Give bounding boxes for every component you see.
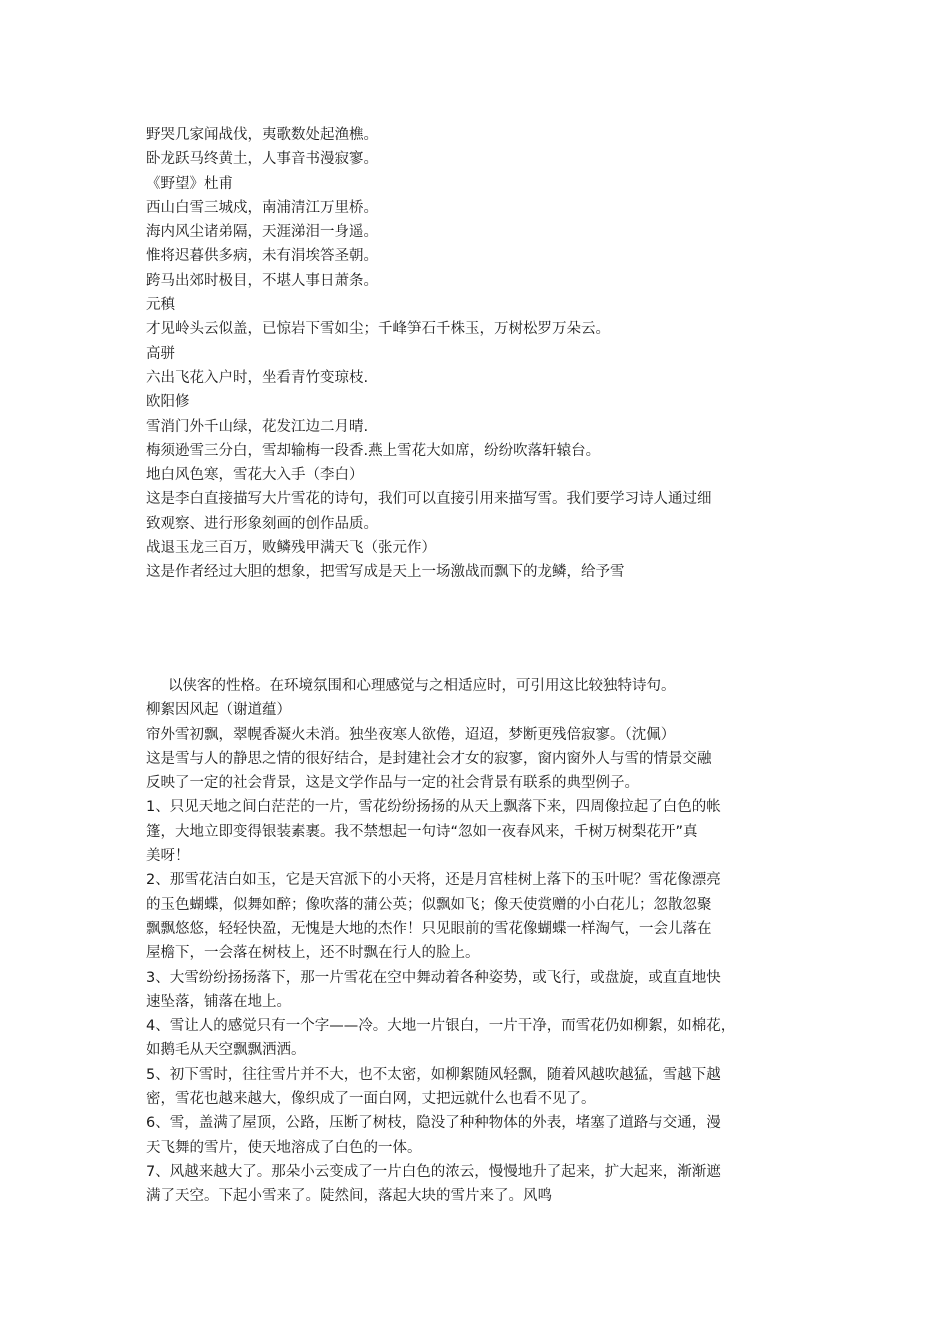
text-line: 飘飘悠悠，轻轻快盈，无愧是大地的杰作！只见眼前的雪花像蝴蝶一样淘气，一会儿落在 bbox=[146, 920, 712, 937]
page-section-2 bbox=[146, 674, 816, 1209]
text-line: 密，雪花也越来越大，像织成了一面白网，丈把远就什么也看不见了。 bbox=[146, 1091, 596, 1108]
text-line: 这是雪与人的静思之情的很好结合，是封建社会才女的寂寥，窗内窗外人与雪的情景交融 bbox=[146, 750, 712, 767]
text-line: 以侠客的性格。在环境氛围和心理感觉与之相适应时，可引用这比较独特诗句。 bbox=[168, 678, 676, 694]
text-line: 惟将迟暮供多病，未有涓埃答圣朝。 bbox=[146, 248, 378, 265]
text-line: 六出飞花入户时，坐看青竹变琼枝. bbox=[146, 369, 369, 386]
text-line: 这是作者经过大胆的想象，把雪写成是天上一场激战而飘下的龙鳞，给予雪 bbox=[146, 564, 625, 581]
text-line: 1、只见天地之间白茫茫的一片，雪花纷纷扬扬的从天上飘落下来，四周像拉起了白色的帐 bbox=[146, 799, 721, 816]
text-line: 帘外雪初飘，翠幌香凝火未消。独坐夜寒人欲倦，迢迢，梦断更残倍寂寥。（沈佩） bbox=[146, 726, 676, 743]
text-line: 5、初下雪时，往往雪片并不大，也不太密，如柳絮随风轻飘，随着风越吹越猛，雪越下越 bbox=[146, 1066, 721, 1083]
text-line: 卧龙跃马终黄土，人事音书漫寂寥。 bbox=[146, 151, 378, 168]
text-line: 跨马出郊时极目，不堪人事日萧条。 bbox=[146, 272, 378, 289]
text-line: 速坠落，铺落在地上。 bbox=[146, 993, 291, 1010]
text-line: 屋檐下，一会落在树枝上，还不时飘在行人的脸上。 bbox=[146, 945, 480, 962]
text-line: 战退玉龙三百万，败鳞残甲满天飞（张元作） bbox=[146, 540, 436, 557]
text-line: 地白风色寒，雪花大入手（李白） bbox=[146, 467, 364, 484]
text-line: 满了天空。下起小雪来了。陡然间，落起大块的雪片来了。风鸣 bbox=[146, 1188, 552, 1205]
text-line: 篷，大地立即变得银装素裹。我不禁想起一句诗“忽如一夜春风来，千树万树梨花开”真 bbox=[146, 823, 698, 840]
text-line: 天飞舞的雪片，使天地溶成了白色的一体。 bbox=[146, 1139, 422, 1156]
poet-name: 欧阳修 bbox=[146, 394, 190, 411]
text-line: 的玉色蝴蝶，似舞如醉；像吹落的蒲公英；似飘如飞；像天使赏赠的小白花儿；忽散忽聚 bbox=[146, 896, 712, 913]
text-line: 雪消门外千山绿，花发江边二月晴. bbox=[146, 418, 369, 435]
page-section-1 bbox=[146, 123, 816, 585]
text-line: 反映了一定的社会背景，这是文学作品与一定的社会背景有联系的典型例子。 bbox=[146, 775, 639, 792]
text-line: 海内风尘诸弟隔，天涯涕泪一身遥。 bbox=[146, 224, 378, 241]
text-line: 西山白雪三城戍，南浦清江万里桥。 bbox=[146, 199, 378, 216]
text-line: 如鹅毛从天空飘飘洒洒。 bbox=[146, 1042, 306, 1059]
text-line: 7、风越来越大了。那朵小云变成了一片白色的浓云，慢慢地升了起来，扩大起来，渐渐遮 bbox=[146, 1163, 721, 1180]
text-line: 2、那雪花洁白如玉，它是天宫派下的小天将，还是月宫桂树上落下的玉叶呢？雪花像漂亮 bbox=[146, 872, 721, 889]
text-line: 美呀！ bbox=[146, 848, 190, 865]
text-line: 野哭几家闻战伐，夷歌数处起渔樵。 bbox=[146, 127, 378, 143]
text-line: 致观察、进行形象刻画的创作品质。 bbox=[146, 515, 378, 532]
text-line: 这是李白直接描写大片雪花的诗句，我们可以直接引用来描写雪。我们要学习诗人通过细 bbox=[146, 491, 712, 508]
text-line: 柳絮因风起（谢道蕴） bbox=[146, 702, 291, 719]
poem-attribution: 《野望》杜甫 bbox=[146, 175, 233, 192]
poet-name: 元稹 bbox=[146, 297, 175, 314]
text-line: 4、雪让人的感觉只有一个字——冷。大地一片银白，一片干净，而雪花仍如柳絮，如棉花， bbox=[146, 1018, 736, 1035]
text-line: 3、大雪纷纷扬扬落下，那一片雪花在空中舞动着各种姿势，或飞行，或盘旋，或直直地快 bbox=[146, 969, 721, 986]
poet-name: 高骈 bbox=[146, 345, 175, 362]
text-line: 6、雪，盖满了屋顶，公路，压断了树枝，隐没了种种物体的外表，堵塞了道路与交通，漫 bbox=[146, 1115, 721, 1132]
text-line: 才见岭头云似盖，已惊岩下雪如尘；千峰笋石千株玉，万树松罗万朵云。 bbox=[146, 321, 610, 338]
text-line: 梅须逊雪三分白，雪却输梅一段香.燕上雪花大如席，纷纷吹落轩辕台。 bbox=[146, 442, 601, 459]
